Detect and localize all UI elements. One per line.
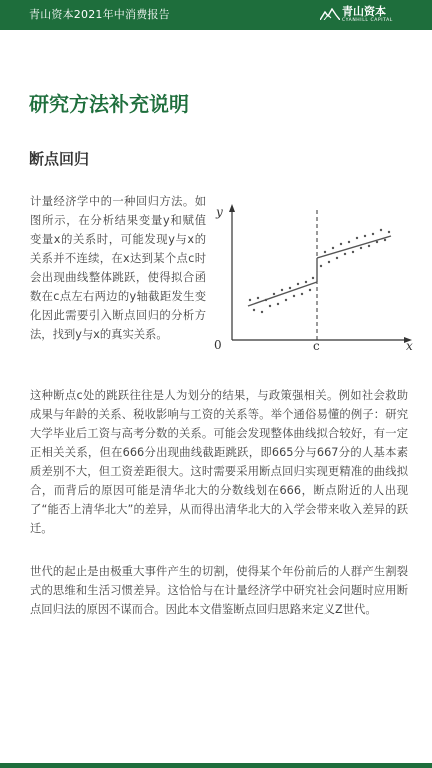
scatter-point	[312, 277, 314, 279]
scatter-point	[384, 239, 386, 241]
right-fit-line	[317, 236, 391, 258]
regression-discontinuity-figure	[210, 202, 422, 352]
paragraph-example: 这种断点c处的跳跃往往是人为划分的结果，与政策强相关。例如社会救助成果与年龄的关系、税收影响与工资的关系等。举个通俗易懂的例子：研究大学毕业后工资与高考分数的关系。可能会发现整体曲线拟合较好，有一定正相关关系，但在666分出现曲线截距跳跃，即665分与667分的人基本素质差别不大，但工资差距很大。这时需要采用断点回归实现更精准的曲线拟合，而背后的原因可能是清华北大的分数线划在666，断点附近的人出现了“能否上清华北大”的差异，从而得出清华北大的入学会带来收入差异的跃迁。	[30, 389, 408, 535]
y-axis-label: y	[216, 205, 223, 219]
scatter-point	[364, 235, 366, 237]
scatter-point	[356, 237, 358, 239]
scatter-point	[372, 233, 374, 235]
scatter-point	[257, 297, 259, 299]
page-title: 研究方法补充说明	[29, 92, 189, 116]
right-scatter-points	[320, 229, 390, 267]
paragraph-intro: 计量经济学中的一种回归方法。如图所示，在分析结果变量y和赋值变量x的关系时，可能发现y与x的关系并不连续，在x达到某个点c时会出现曲线整体跳跃，使得拟合函数在c点左右两边的y轴截距发生变化因此需要引入断点回归的分析方法，找到y与x的真实关系。	[30, 195, 206, 341]
left-fit-line	[248, 282, 317, 306]
scatter-point	[340, 243, 342, 245]
scatter-point	[249, 299, 251, 301]
paragraph-conclusion: 世代的起止是由极重大事件产生的切割，使得某个年份前后的人群产生割裂式的思维和生活习惯差异。这恰恰与在计量经济学中研究社会问题时应用断点回归法的原因不谋而合。因此本文借鉴断点回归思路来定义Z世代。	[30, 565, 408, 616]
scatter-point	[352, 251, 354, 253]
scatter-point	[289, 287, 291, 289]
scatter-point	[277, 303, 279, 305]
report-title: 青山资本2021年中消费报告	[29, 8, 170, 21]
x-axis-label: x	[406, 339, 413, 352]
top-banner	[0, 0, 432, 30]
logo-text-cn: 青山资本	[342, 5, 386, 18]
scatter-point	[380, 229, 382, 231]
scatter-point	[273, 293, 275, 295]
logo-text-en: CYANHILL CAPITAL	[342, 18, 393, 23]
origin-label: 0	[214, 338, 222, 352]
scatter-point	[281, 289, 283, 291]
scatter-point	[348, 241, 350, 243]
scatter-point	[253, 309, 255, 311]
y-axis-arrow	[229, 204, 235, 212]
scatter-point	[320, 265, 322, 267]
scatter-point	[336, 257, 338, 259]
cutoff-label: c	[313, 339, 320, 352]
scatter-point	[388, 231, 390, 233]
scatter-point	[285, 299, 287, 301]
scatter-point	[344, 253, 346, 255]
bottom-bar	[0, 763, 432, 768]
scatter-point	[324, 251, 326, 253]
scatter-point	[328, 261, 330, 263]
scatter-point	[368, 245, 370, 247]
scatter-point	[360, 247, 362, 249]
scatter-point	[332, 247, 334, 249]
scatter-point	[269, 305, 271, 307]
scatter-point	[305, 281, 307, 283]
section-title: 断点回归	[29, 150, 90, 168]
scatter-point	[309, 289, 311, 291]
scatter-point	[261, 311, 263, 313]
mountain-logo-icon	[320, 8, 340, 20]
brand-logo	[320, 5, 408, 25]
scatter-point	[265, 299, 267, 301]
scatter-point	[293, 295, 295, 297]
discontinuity-diagram	[210, 202, 422, 352]
scatter-point	[376, 241, 378, 243]
scatter-point	[301, 293, 303, 295]
scatter-point	[297, 283, 299, 285]
